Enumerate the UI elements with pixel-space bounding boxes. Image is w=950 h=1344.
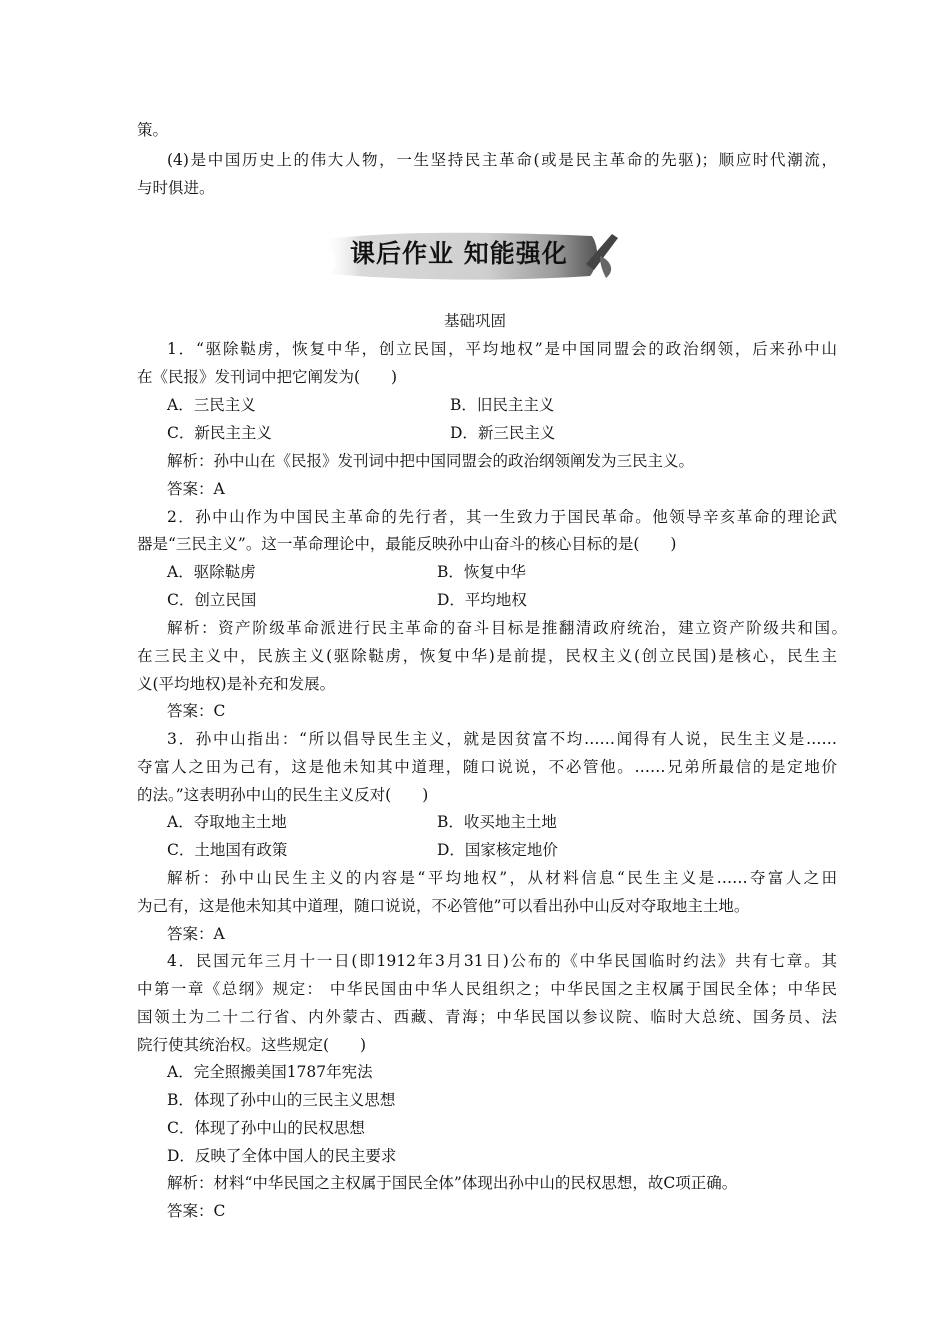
banner-title: 课后作业 知能强化 xyxy=(350,239,568,268)
section-title: 基础巩固 xyxy=(443,312,506,330)
option-c: C．土地国有政策 xyxy=(167,841,288,859)
question-stem: 的法。”这表明孙中山的民生主义反对( ) xyxy=(137,786,429,804)
answer-text: 答案：C xyxy=(167,702,226,720)
analysis-text: 解析：资产阶级革命派进行民主革命的奋斗目标是推翻清政府统治，建立资产阶级共和国。 xyxy=(167,619,847,637)
text-line: 策。 xyxy=(137,121,169,139)
answer-text: 答案：A xyxy=(167,480,225,498)
analysis-text: 解析：孙中山在《民报》发刊词中把中国同盟会的政治纲领阐发为三民主义。 xyxy=(167,452,695,470)
option-c: C．体现了孙中山的民权思想 xyxy=(167,1119,365,1137)
option-a: A．夺取地主土地 xyxy=(167,813,287,831)
analysis-text: 在三民主义中，民族主义(驱除鞑虏，恢复中华)是前提，民权主义(创立民国)是核心，民生主 xyxy=(137,647,837,665)
option-d: D．国家核定地价 xyxy=(437,841,558,859)
question-stem: 中第一章《总纲》规定： 中华民国由中华人民组织之；中华民国之主权属于国民全体；中华民 xyxy=(137,980,837,998)
option-d: D．平均地权 xyxy=(437,591,527,609)
option-c: C．新民主主义 xyxy=(167,424,272,442)
analysis-text: 义(平均地权)是补充和发展。 xyxy=(137,675,336,693)
option-b: B．体现了孙中山的三民主义思想 xyxy=(167,1091,396,1109)
option-a: A．完全照搬美国1787年宪法 xyxy=(167,1063,373,1081)
option-c: C．创立民国 xyxy=(167,591,257,609)
analysis-text: 解析：孙中山民生主义的内容是“平均地权”，从材料信息“民生主义是……夺富人之田 xyxy=(167,869,837,887)
option-d: D．新三民主义 xyxy=(450,424,556,442)
option-d: D．反映了全体中国人的民主要求 xyxy=(167,1147,397,1165)
option-a: A．驱除鞑虏 xyxy=(167,563,256,581)
question-stem: 2．孙中山作为中国民主革命的先行者，其一生致力于国民革命。他领导辛亥革命的理论武 xyxy=(167,508,837,526)
answer-text: 答案：C xyxy=(167,1202,226,1220)
question-stem: 4．民国元年三月十一日(即1912年3月31日)公布的《中华民国临时约法》共有七章。其 xyxy=(167,952,837,970)
option-b: B．收买地主土地 xyxy=(437,813,557,831)
question-stem: 院行使其统治权。这些规定( ) xyxy=(137,1036,367,1054)
analysis-text: 解析：材料“中华民国之主权属于国民全体”体现出孙中山的民权思想，故C项正确。 xyxy=(167,1174,738,1192)
question-stem: 国领土为二十二行省、内外蒙古、西藏、青海；中华民国以参议院、临时大总统、国务员、法 xyxy=(137,1008,837,1026)
question-stem: 1．“驱除鞑虏，恢复中华，创立民国，平均地权”是中国同盟会的政治纲领，后来孙中山 xyxy=(167,340,837,358)
option-b: B．恢复中华 xyxy=(437,563,526,581)
question-stem: 在《民报》发刊词中把它阐发为( ) xyxy=(137,368,398,386)
text-line: (4)是中国历史上的伟大人物，一生坚持民主革命(或是民主革命的先驱)；顺应时代潮流， xyxy=(167,151,837,169)
option-b: B．旧民主主义 xyxy=(450,396,555,414)
question-stem: 夺富人之田为己有，这是他未知其中道理，随口说说，不必管他。……兄弟所最信的是定地价 xyxy=(137,758,837,776)
answer-text: 答案：A xyxy=(167,925,225,943)
question-stem: 器是“三民主义”。这一革命理论中，最能反映孙中山奋斗的核心目标的是( ) xyxy=(137,535,677,553)
text-line: 与时俱进。 xyxy=(137,179,215,197)
question-stem: 3．孙中山指出：“所以倡导民生主义，就是因贫富不均……闻得有人说，民生主义是…… xyxy=(167,730,837,748)
analysis-text: 为己有，这是他未知其中道理，随口说说，不必管他”可以看出孙中山反对夺取地主土地。 xyxy=(137,897,750,915)
option-a: A．三民主义 xyxy=(167,396,256,414)
